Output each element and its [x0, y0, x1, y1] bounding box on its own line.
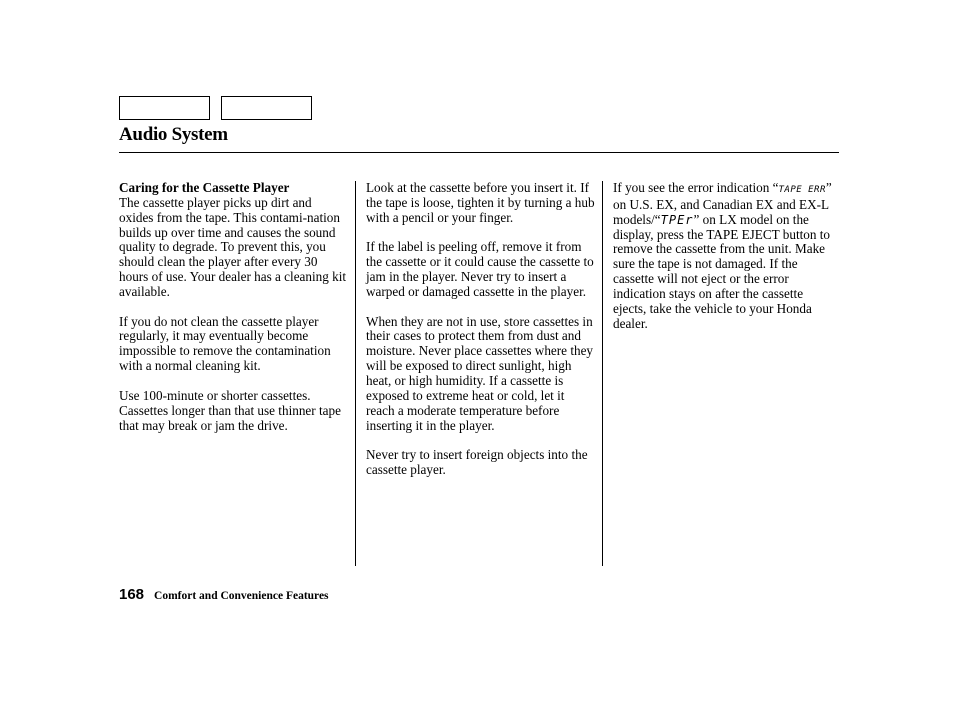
subsection-heading: Caring for the Cassette Player — [119, 180, 290, 195]
header-rule — [119, 152, 839, 153]
footer-title: Comfort and Convenience Features — [154, 590, 329, 602]
paragraph: If the label is peeling off, remove it from the cassette or it could cause the cassette to jam in the player. Never try to insert a warped or damaged cassette in the player. — [366, 239, 594, 299]
column-3 — [613, 181, 839, 346]
header-tab-1 — [119, 96, 210, 120]
page-number: 168 — [119, 586, 145, 603]
lcd-tper-indicator: TPEr — [660, 212, 694, 227]
paragraph: Look at the cassette before you insert it. If the tape is loose, tighten it by turning a hub with a pencil or your finger. — [366, 180, 595, 225]
header-tab-2 — [221, 96, 312, 120]
paragraph — [613, 181, 839, 331]
paragraph: Use 100-minute or shorter cassettes. Cassettes longer than that use thinner tape that may break or jam the drive. — [119, 387, 341, 433]
column-1 — [119, 181, 347, 448]
column-divider — [602, 181, 603, 566]
page-footer — [119, 586, 329, 604]
paragraph: If you do not clean the cassette player regularly, it may eventually become impossible to remove the contamination with a normal cleaning kit. — [119, 313, 331, 374]
lcd-tape-err-indicator: TAPE ERR — [778, 185, 826, 195]
column-2 — [366, 181, 596, 493]
paragraph: Never try to insert foreign objects into the cassette player. — [366, 447, 588, 478]
error-text-start: If you see the error indication “ — [613, 180, 779, 195]
error-text-end: ” on LX model on the display, press the TAPE EJECT button to remove the cassette from the unit. Make sure the tape is not damaged. If the cassette will not eject or the error indication stays on after the cassette ejects, take the vehicle to your Honda dealer. — [613, 211, 831, 331]
section-title: Audio System — [119, 124, 228, 145]
paragraph: The cassette player picks up dirt and oxides from the tape. This contami-nation builds up over time and causes the sound quality to degrade. To prevent this, you should clean the player after every 30 hours of use. Your dealer has a cleaning kit available. — [119, 194, 347, 299]
column-divider — [355, 181, 356, 566]
error-text-middle: ” on U.S. EX, and Canadian EX and EX-L models/“ — [613, 180, 832, 227]
paragraph: When they are not in use, store cassettes in their cases to protect them from dust and moisture. Never place cassettes where they will be exposed to direct sunlight, high heat, or high humidity. If a cassette is exposed to extreme heat or cold, let it reach a moderate temperature before inserting it in the player. — [366, 313, 594, 433]
